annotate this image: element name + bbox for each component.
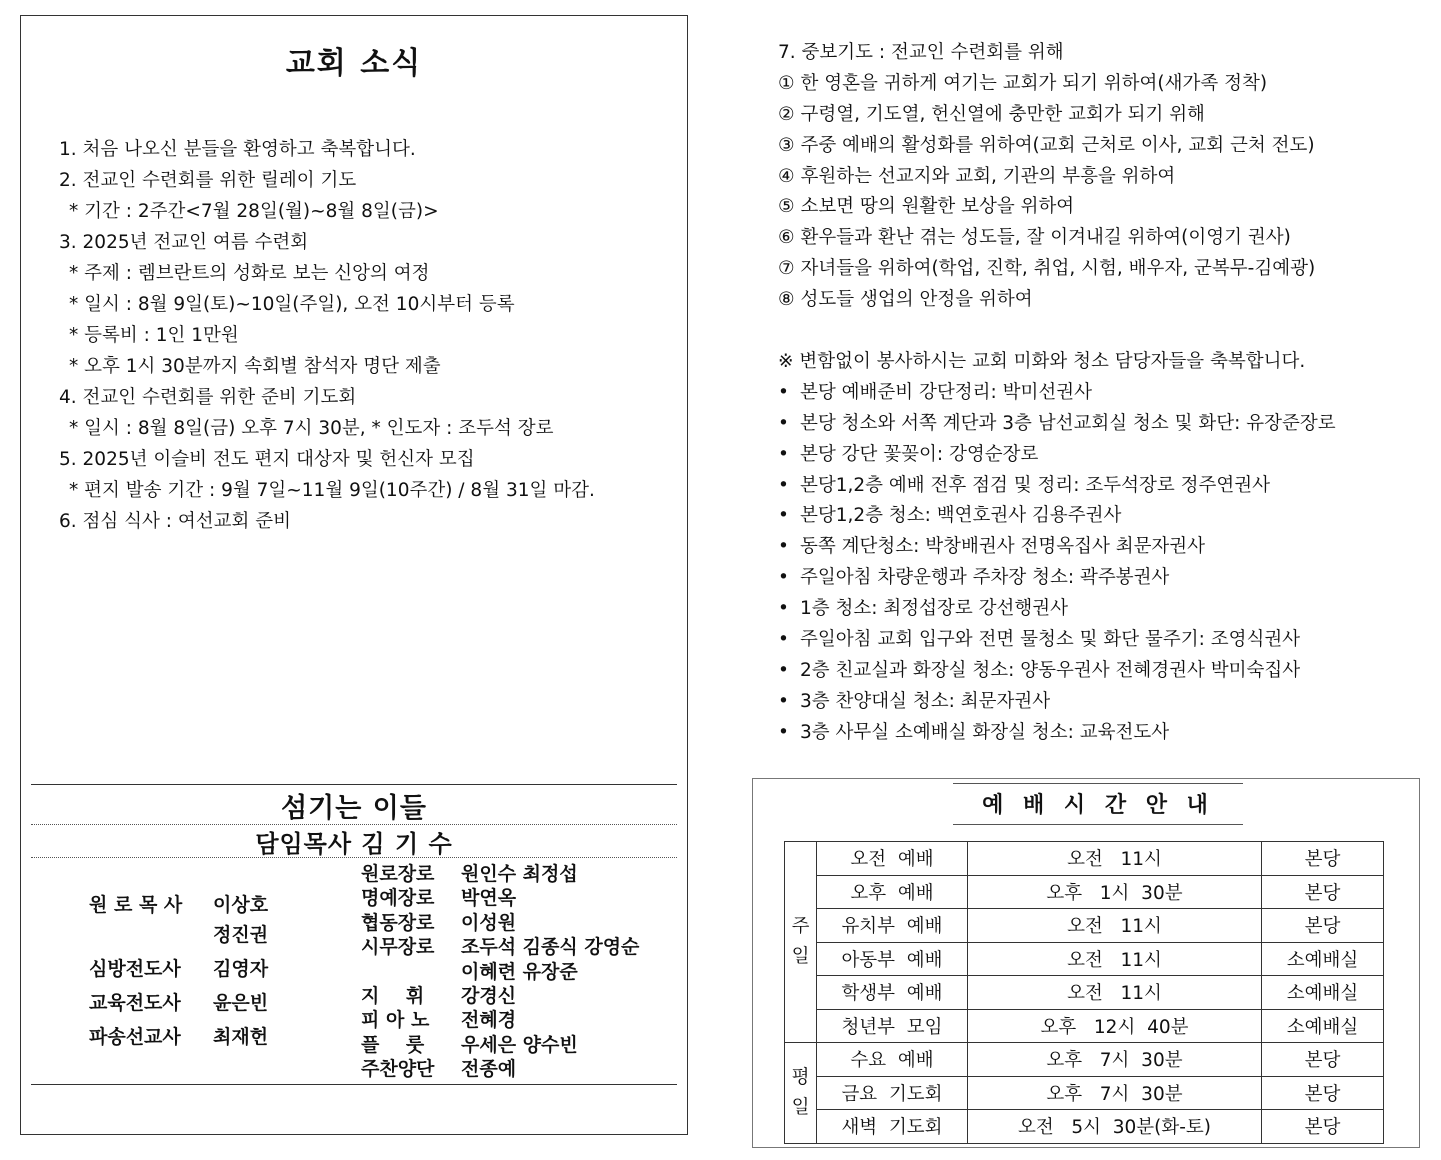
senior-pastor: 담임목사 김 기 수 [255,830,453,858]
staff-row [361,1008,639,1032]
staff-name: 원인수 최정섭 [461,863,578,885]
thanks-item [778,718,1418,749]
thanks-item [778,409,1418,440]
thanks-item [778,656,1418,687]
worship-title: 예 배 시 간 안 내 [953,783,1243,825]
thanks-item [778,563,1418,594]
bullet-icon: • [778,690,789,712]
worship-place: 본당 [1262,1076,1384,1110]
prayer-line: ⑧ 성도들 생업의 안정을 위하여 [778,289,1033,311]
prayer-line: 7. 중보기도 : 전교인 수련회를 위해 [778,42,1064,63]
news-line: * 오후 1시 30분까지 속회별 참석자 명단 제출 [69,356,441,377]
staff-name: 김영자 [213,958,269,980]
worship-place: 본당 [1262,1110,1384,1144]
staff-row [361,984,639,1008]
thanks-intro: ※ 변함없이 봉사하시는 교회 미화와 청소 담당자들을 축복합니다. [778,351,1306,373]
staff-row [361,1033,639,1057]
worship-row [785,1110,1384,1144]
thanks-item-text: 동쪽 계단청소: 박창배권사 전명옥집사 최문자권사 [800,536,1206,558]
bullet-icon: • [778,629,789,651]
bullet-icon: • [778,412,789,434]
staff-role: 명예장로 [361,887,435,910]
worship-row [785,875,1384,909]
worship-place: 본당 [1262,875,1384,909]
bullet-icon: • [778,505,789,527]
staff-row [89,892,268,918]
bullet-icon: • [778,598,789,620]
worship-row [785,842,1384,876]
worship-time: 오전 11시 [968,909,1262,943]
bullet-icon: • [778,381,789,403]
news-line: * 편지 발송 기간 : 9월 7일~11월 9일(10주간) / 8월 31일 마감. [69,480,595,501]
thanks-item-text: 본당 강단 꽃꽂이: 강영순장로 [800,443,1039,465]
worship-place: 본당 [1262,1043,1384,1077]
staff-row [361,886,639,910]
thanks-item [778,687,1418,718]
thanks-item [778,532,1418,563]
prayer-line: ⑤ 소보면 땅의 원활한 보상을 위하여 [778,196,1075,218]
thanks-item [778,501,1418,532]
staff-row [361,1057,639,1081]
worship-name: 수요 예배 [817,1043,968,1077]
thanks-item [778,594,1418,625]
staff-row [361,935,639,959]
bullet-icon: • [778,659,789,681]
staff-role: 파송선교사 [89,1026,181,1048]
staff-name: 이혜련 유장준 [461,960,578,983]
bullet-icon: • [778,721,789,743]
prayer-line: ③ 주중 예배의 활성화를 위하여(교회 근처로 이사, 교회 근처 전도) [778,134,1315,156]
news-line: * 일시 : 8월 9일(토)~10일(주일), 오전 10시부터 등록 [69,294,515,315]
staff-name: 강경신 [461,984,517,1007]
staff-row [361,960,639,984]
bullet-icon: • [778,474,789,496]
worship-place: 본당 [1262,909,1384,943]
worship-name: 금요 기도회 [817,1076,968,1110]
prayer-line: ① 한 영혼을 귀하게 여기는 교회가 되기 위하여(새가족 정착) [778,72,1268,94]
worship-time: 오후 12시 40분 [968,1009,1262,1043]
news-line: 3. 2025년 전교인 여름 수련회 [59,232,309,253]
news-line: 6. 점심 식사 : 여선교회 준비 [59,511,291,532]
news-line: * 일시 : 8월 8일(금) 오후 7시 30분, * 인도자 : 조두석 장로 [69,418,554,439]
worship-place: 본당 [1262,842,1384,876]
thanks-item-text: 본당 예배준비 강단정리: 박미선권사 [800,381,1092,403]
thanks-item-text: 주일아침 차량운행과 주차장 청소: 곽주봉권사 [800,567,1170,589]
staff-row [89,918,268,952]
staff-name: 최재헌 [213,1026,269,1048]
worship-row [785,1009,1384,1043]
staff-name: 우세은 양수빈 [461,1033,578,1056]
thanks-item [778,625,1418,656]
staff-name: 전종예 [461,1058,517,1081]
thanks-item-text: 1층 청소: 최정섭장로 강선행권사 [800,598,1068,620]
worship-place: 소예배실 [1262,976,1384,1010]
prayer-line: ④ 후원하는 선교지와 교회, 기관의 부흥을 위하여 [778,165,1176,187]
worship-row [785,1076,1384,1110]
divider [31,857,677,858]
staff-row [89,986,268,1020]
worship-group-label: 평 일 [785,1043,817,1144]
worship-row [785,942,1384,976]
news-line: 2. 전교인 수련회를 위한 릴레이 기도 [59,170,357,191]
staff-role: 플 룻 [361,1033,425,1056]
worship-row [785,1043,1384,1077]
news-line: 1. 처음 나오신 분들을 환영하고 축복합니다. [59,139,416,160]
staff-name: 조두석 김종식 강영순 [461,936,640,959]
thanks-item [778,440,1418,471]
staff-name: 정진권 [213,924,269,946]
news-line: 4. 전교인 수련회를 위한 준비 기도회 [59,387,357,408]
staff-row [361,862,639,886]
thanks-item-text: 3층 사무실 소예배실 화장실 청소: 교육전도사 [800,721,1170,743]
bullet-icon: • [778,443,789,465]
worship-name: 오전 예배 [817,842,968,876]
staff-role: 협동장로 [361,911,435,934]
news-line: * 주제 : 렘브란트의 성화로 보는 신앙의 여정 [69,263,430,284]
news-list [59,134,679,537]
worship-place: 소예배실 [1262,942,1384,976]
staff-role: 원로장로 [361,863,435,885]
news-line: * 기간 : 2주간<7월 28일(월)~8월 8일(금)> [69,201,439,222]
thanks-item-text: 본당1,2층 예배 전후 점검 및 정리: 조두석장로 정주연권사 [800,474,1270,496]
worship-time: 오전 11시 [968,842,1262,876]
staff-role: 교육전도사 [89,992,181,1014]
news-line: 5. 2025년 이슬비 전도 편지 대상자 및 헌신자 모집 [59,449,475,470]
staff-name: 이상호 [213,894,269,916]
staff-role: 피 아 노 [361,1009,430,1032]
staff-role: 지 휘 [361,984,425,1007]
worship-name: 유치부 예배 [817,909,968,943]
bullet-icon: • [778,536,789,558]
worship-name: 학생부 예배 [817,976,968,1010]
worship-time: 오전 5시 30분(화-토) [968,1110,1262,1144]
prayer-line: ⑥ 환우들과 환난 겪는 성도들, 잘 이겨내길 위하여(이영기 권사) [778,227,1291,249]
thanks-list [778,378,1418,749]
news-title: 교회 소식 [285,46,423,81]
staff-list-right [361,862,639,1082]
thanks-item-text: 3층 찬양대실 청소: 최문자권사 [800,690,1051,712]
worship-name: 아동부 예배 [817,942,968,976]
staff-row [89,1020,268,1054]
worship-time: 오전 11시 [968,976,1262,1010]
bullet-icon: • [778,567,789,589]
staff-name: 윤은빈 [213,992,269,1014]
thanks-item-text: 주일아침 교회 입구와 전면 물청소 및 화단 물주기: 조영식권사 [800,629,1301,651]
staff-name: 전혜경 [461,1009,517,1032]
worship-time: 오후 7시 30분 [968,1043,1262,1077]
worship-name: 청년부 모임 [817,1009,968,1043]
serve-title: 섬기는 이들 [281,793,427,824]
divider [31,1084,677,1085]
worship-place: 소예배실 [1262,1009,1384,1043]
staff-role: 원 로 목 사 [89,894,183,916]
staff-role: 주찬양단 [361,1058,435,1081]
worship-name: 새벽 기도회 [817,1110,968,1144]
thanks-item-text: 본당1,2층 청소: 백연호권사 김용주권사 [800,505,1122,527]
thanks-item [778,378,1418,409]
worship-table [784,841,1384,1144]
worship-name: 오후 예배 [817,875,968,909]
worship-time: 오전 11시 [968,942,1262,976]
prayer-line: ⑦ 자녀들을 위하여(학업, 진학, 취업, 시험, 배우자, 군복무-김예광) [778,258,1316,280]
staff-role: 심방전도사 [89,958,181,980]
staff-list-left [89,892,268,1054]
worship-time: 오후 7시 30분 [968,1076,1262,1110]
worship-group-label: 주 일 [785,842,817,1043]
news-line: * 등록비 : 1인 1만원 [69,325,239,346]
divider [31,784,677,785]
worship-time: 오후 1시 30분 [968,875,1262,909]
worship-times-box [752,778,1420,1148]
staff-name: 박연옥 [461,887,517,910]
staff-row [361,911,639,935]
church-news-panel [20,15,688,1135]
prayer-and-thanks [778,38,1418,749]
worship-row [785,909,1384,943]
staff-name: 이성원 [461,911,517,934]
prayer-line: ② 구령열, 기도열, 헌신열에 충만한 교회가 되기 위해 [778,103,1205,125]
staff-row [89,952,268,986]
worship-row [785,976,1384,1010]
thanks-item [778,471,1418,502]
thanks-item-text: 본당 청소와 서쪽 계단과 3층 남선교회실 청소 및 화단: 유장준장로 [800,412,1336,434]
thanks-item-text: 2층 친교실과 화장실 청소: 양동우권사 전혜경권사 박미숙집사 [800,659,1301,681]
staff-role: 시무장로 [361,936,435,959]
